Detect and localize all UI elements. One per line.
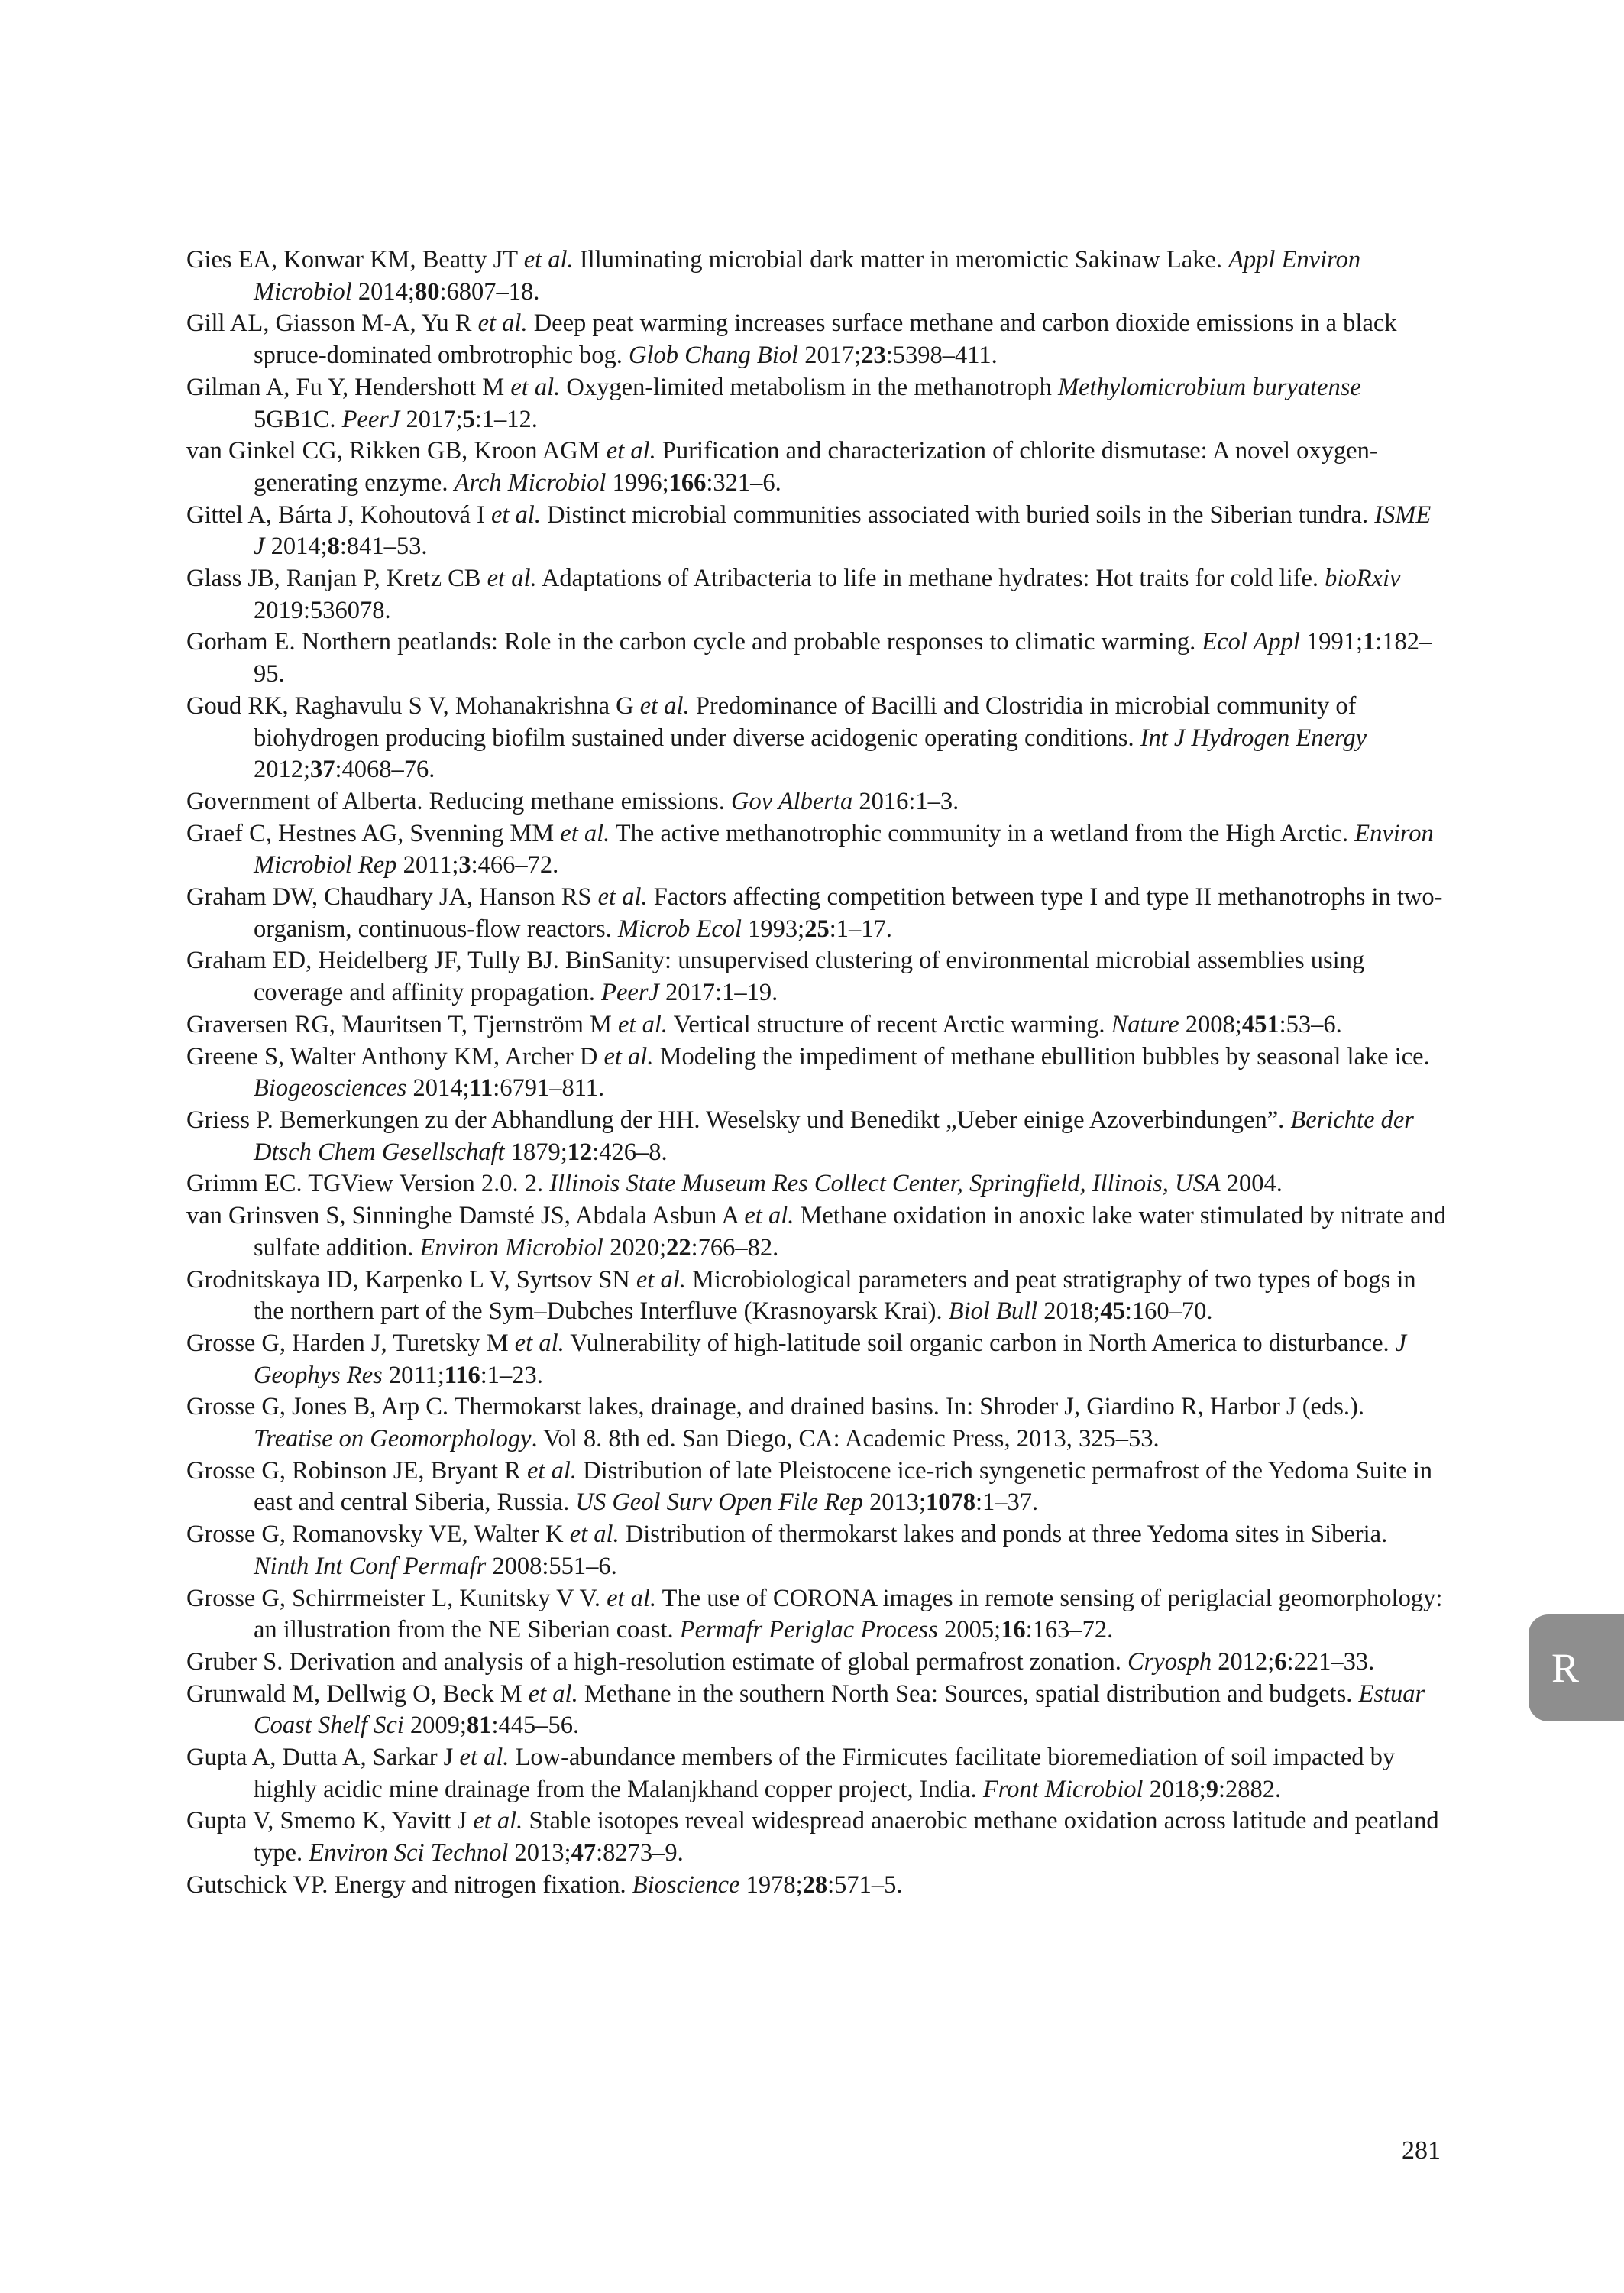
reference-volume: 47 <box>571 1839 597 1867</box>
reference-text: The active methanotrophic community in a wetland from the High Arctic. <box>610 819 1355 847</box>
reference-entry <box>186 1391 1447 1455</box>
reference-entry <box>186 1200 1447 1264</box>
reference-italic-text: et al. <box>514 1329 565 1357</box>
reference-text: Graham ED, Heidelberg JF, Tully BJ. BinSanity: unsupervised clustering of environmental microbial assemblies using coverage and affinity propagation. <box>186 947 1365 1007</box>
reference-text: Low-abundance members of the Firmicutes facilitate bioremediation of soil impacted by highly acidic mine drainage from the Malanjkhand copper project, India. <box>254 1744 1396 1803</box>
reference-text: Gilman A, Fu Y, Hendershott M <box>186 373 511 401</box>
reference-text: Distribution of thermokarst lakes and ponds at three Yedoma sites in Siberia. <box>619 1521 1388 1549</box>
reference-volume: 37 <box>310 756 335 784</box>
reference-text: Stable isotopes reveal widespread anaerobic methane oxidation across latitude and peatland type. <box>254 1807 1439 1867</box>
reference-volume: 23 <box>861 342 886 370</box>
reference-text: 2009; <box>403 1712 467 1740</box>
reference-entry <box>186 627 1447 690</box>
reference-text: 2014; <box>264 533 328 561</box>
reference-italic-text: Biol Bull <box>948 1297 1038 1326</box>
reference-entry <box>186 1679 1447 1742</box>
reference-text: van Ginkel CG, Rikken GB, Kroon AGM <box>186 437 607 465</box>
reference-text: :571–5. <box>827 1870 903 1899</box>
reference-italic-text: et al. <box>597 883 648 912</box>
reference-volume: 45 <box>1100 1297 1125 1326</box>
reference-text: 2017; <box>400 405 463 433</box>
reference-italic-text: et al. <box>459 1744 510 1772</box>
reference-text: Modeling the impediment of methane ebullition bubbles by seasonal lake ice. <box>653 1042 1430 1070</box>
reference-volume: 6 <box>1274 1647 1287 1676</box>
reference-text: Gorham E. Northern peatlands: Role in the carbon cycle and probable responses to climatic warming. <box>186 628 1202 656</box>
section-tab: R <box>1529 1614 1624 1721</box>
reference-italic-text: PeerJ <box>601 979 659 1007</box>
reference-text: 2017:1–19. <box>658 979 778 1007</box>
reference-italic-text: et al. <box>510 373 561 401</box>
reference-text: Glass JB, Ranjan P, Kretz CB <box>186 565 487 593</box>
reference-entry <box>186 1041 1447 1105</box>
reference-italic-text: et al. <box>490 500 541 529</box>
reference-text: Grunwald M, Dellwig O, Beck M <box>186 1679 529 1708</box>
reference-text: Methane in the southern North Sea: Sources, spatial distribution and budgets. <box>577 1679 1359 1708</box>
reference-text: Gill AL, Giasson M-A, Yu R <box>186 309 478 338</box>
reference-volume: 81 <box>466 1712 492 1740</box>
reference-text: Grosse G, Jones B, Arp C. Thermokarst lakes, drainage, and drained basins. In: Shroder J, Giardino R, Harbor J (eds.). <box>186 1393 1364 1421</box>
reference-text: 2018; <box>1037 1297 1101 1326</box>
reference-italic-text: Appl Environ Microbiol <box>254 246 1361 306</box>
reference-text: Greene S, Walter Anthony KM, Archer D <box>186 1042 604 1070</box>
reference-text: 5GB1C. <box>254 405 342 433</box>
reference-text: 2016:1–3. <box>852 787 959 815</box>
reference-text: Vulnerability of high-latitude soil organic carbon in North America to disturbance. <box>564 1329 1396 1357</box>
reference-volume: 116 <box>444 1361 480 1389</box>
reference-volume: 1 <box>1363 628 1376 656</box>
reference-text: Adaptations of Atribacteria to life in methane hydrates: Hot traits for cold life. <box>536 565 1325 593</box>
reference-italic-text: Environ Sci Technol <box>309 1839 509 1867</box>
reference-italic-text: Methylomicrobium buryatense <box>1057 373 1361 401</box>
reference-italic-text: et al. <box>606 437 656 465</box>
reference-text: Gupta V, Smemo K, Yavitt J <box>186 1807 474 1835</box>
reference-italic-text: et al. <box>744 1202 794 1230</box>
reference-text: :426–8. <box>592 1138 668 1166</box>
reference-volume: 25 <box>804 915 830 943</box>
reference-text: Grosse G, Romanovsky VE, Walter K <box>186 1521 570 1549</box>
reference-volume: 5 <box>462 405 475 433</box>
reference-entry <box>186 1009 1447 1041</box>
reference-italic-text: Int J Hydrogen Energy <box>1140 724 1367 752</box>
reference-text: :766–82. <box>691 1233 779 1261</box>
reference-text: Griess P. Bemerkungen zu der Abhandlung der HH. Weselsky und Benedikt „Ueber einige Azoverbindungen”. <box>186 1106 1291 1134</box>
reference-text: 2008:551–6. <box>486 1552 617 1580</box>
reference-text: Distinct microbial communities associated with buried soils in the Siberian tundra. <box>540 500 1375 529</box>
reference-entry <box>186 1456 1447 1519</box>
reference-text: 2017; <box>798 342 862 370</box>
reference-italic-text: Estuar Coast Shelf Sci <box>254 1679 1425 1740</box>
reference-list <box>186 245 1447 1902</box>
reference-italic-text: Biogeosciences <box>254 1074 407 1103</box>
reference-text: :4068–76. <box>335 756 435 784</box>
reference-volume: 3 <box>458 851 471 879</box>
reference-text: :163–72. <box>1025 1616 1114 1644</box>
reference-text: :321–6. <box>706 468 781 497</box>
reference-entry <box>186 1519 1447 1582</box>
reference-entry <box>186 372 1447 436</box>
reference-text: Graham DW, Chaudhary JA, Hanson RS <box>186 883 598 912</box>
reference-text: Illuminating microbial dark matter in meromictic Sakinaw Lake. <box>573 246 1229 274</box>
reference-text: 1993; <box>742 915 805 943</box>
reference-entry <box>186 1742 1447 1806</box>
reference-entry <box>186 308 1447 371</box>
reference-italic-text: Illinois State Museum Res Collect Center, Springfield, Illinois, USA <box>549 1170 1221 1198</box>
reference-italic-text: et al. <box>526 1456 577 1485</box>
reference-text: 2005; <box>937 1616 1001 1644</box>
reference-text: :8273–9. <box>596 1839 684 1867</box>
reference-text: :6791–811. <box>493 1074 605 1103</box>
reference-text: 2011; <box>396 851 459 879</box>
reference-text: Graversen RG, Mauritsen T, Tjernström M <box>186 1010 619 1038</box>
reference-italic-text: Nature <box>1111 1010 1179 1038</box>
reference-italic-text: J Geophys Res <box>254 1329 1407 1389</box>
reference-entry <box>186 786 1447 818</box>
reference-italic-text: bioRxiv <box>1325 565 1401 593</box>
reference-text: Grimm EC. TGView Version 2.0. 2. <box>186 1170 550 1198</box>
reference-entry <box>186 1328 1447 1391</box>
reference-text: Distribution of late Pleistocene ice-rich syngenetic permafrost of the Yedoma Suite in east and central Siberia, Russia. <box>254 1456 1433 1517</box>
reference-italic-text: Ecol Appl <box>1202 628 1300 656</box>
reference-italic-text: Treatise on Geomorphology <box>254 1425 532 1453</box>
reference-text: 2014; <box>351 277 415 306</box>
reference-text: Vertical structure of recent Arctic warming. <box>668 1010 1111 1038</box>
reference-text: :466–72. <box>471 851 559 879</box>
reference-entry <box>186 1870 1447 1902</box>
reference-text: :1–17. <box>829 915 892 943</box>
reference-italic-text: et al. <box>603 1042 654 1070</box>
reference-entry <box>186 1265 1447 1328</box>
reference-italic-text: et al. <box>477 309 528 338</box>
reference-text: Graef C, Hestnes AG, Svenning MM <box>186 819 561 847</box>
reference-entry <box>186 882 1447 945</box>
reference-text: :182–95. <box>254 628 1432 688</box>
reference-text: 1978; <box>739 1870 803 1899</box>
reference-entry <box>186 245 1447 308</box>
reference-text: Purification and characterization of chlorite dismutase: A novel oxygen-generating enzyme. <box>254 437 1378 497</box>
reference-italic-text: et al. <box>618 1010 668 1038</box>
reference-text: 2013; <box>862 1488 926 1517</box>
reference-italic-text: et al. <box>607 1584 657 1612</box>
reference-text: 2004. <box>1220 1170 1283 1198</box>
reference-entry <box>186 818 1447 882</box>
reference-italic-text: et al. <box>473 1807 523 1835</box>
reference-volume: 166 <box>668 468 707 497</box>
reference-text: . Vol 8. 8th ed. San Diego, CA: Academic Press, 2013, 325–53. <box>531 1425 1160 1453</box>
reference-text: 2014; <box>406 1074 470 1103</box>
reference-italic-text: Bioscience <box>632 1870 740 1899</box>
reference-text: 2013; <box>508 1839 571 1867</box>
reference-text: Grosse G, Robinson JE, Bryant R <box>186 1456 527 1485</box>
reference-text: 2018; <box>1143 1775 1206 1803</box>
reference-text: 2012; <box>254 756 311 784</box>
reference-italic-text: et al. <box>523 246 574 274</box>
reference-volume: 1078 <box>925 1488 975 1517</box>
reference-italic-text: et al. <box>569 1521 620 1549</box>
reference-entry <box>186 1583 1447 1647</box>
reference-entry <box>186 691 1447 786</box>
reference-entry <box>186 563 1447 627</box>
reference-text: :6807–18. <box>439 277 540 306</box>
reference-text: The use of CORONA images in remote sensing of periglacial geomorphology: an illustration from the NE Siberian coast. <box>254 1584 1443 1644</box>
reference-italic-text: Microb Ecol <box>617 915 742 943</box>
reference-italic-text: Front Microbiol <box>982 1775 1144 1803</box>
reference-volume: 8 <box>327 533 340 561</box>
reference-volume: 22 <box>666 1233 691 1261</box>
reference-entry <box>186 1647 1447 1679</box>
reference-text: van Grinsven S, Sinninghe Damsté JS, Abdala Asbun A <box>186 1202 745 1230</box>
reference-text: 2011; <box>382 1361 445 1389</box>
reference-text: Predominance of Bacilli and Clostridia in microbial community of biohydrogen producing biofilm sustained under diverse acidogenic operating conditions. <box>254 691 1357 752</box>
reference-volume: 9 <box>1205 1775 1218 1803</box>
reference-text: Gruber S. Derivation and analysis of a high-resolution estimate of global permafrost zonation. <box>186 1647 1127 1676</box>
reference-entry <box>186 1806 1447 1869</box>
reference-italic-text: Cryosph <box>1127 1647 1212 1676</box>
reference-volume: 11 <box>469 1074 493 1103</box>
reference-italic-text: Arch Microbiol <box>454 468 607 497</box>
page-number: 281 <box>1402 2136 1441 2165</box>
reference-italic-text: Environ Microbiol Rep <box>254 819 1434 879</box>
reference-text: Grosse G, Schirrmeister L, Kunitsky V V. <box>186 1584 607 1612</box>
reference-text: Gupta A, Dutta A, Sarkar J <box>186 1744 460 1772</box>
reference-text: :1–37. <box>975 1488 1039 1517</box>
reference-text: 2012; <box>1212 1647 1275 1676</box>
reference-text: Microbiological parameters and peat stratigraphy of two types of bogs in the northern part of the Sym–Dubches Interfluve (Krasnoyarsk Krai). <box>254 1265 1416 1326</box>
reference-text: 1879; <box>504 1138 568 1166</box>
reference-text: Oxygen-limited metabolism in the methanotroph <box>560 373 1058 401</box>
reference-italic-text: et al. <box>636 1265 686 1294</box>
reference-text: :2882. <box>1218 1775 1282 1803</box>
reference-text: :160–70. <box>1124 1297 1213 1326</box>
reference-text: :1–12. <box>474 405 538 433</box>
reference-entry <box>186 500 1447 563</box>
reference-italic-text: et al. <box>528 1679 578 1708</box>
reference-text: Factors affecting competition between type I and type II methanotrophs in two-organism, continuous-flow reactors. <box>254 883 1443 943</box>
reference-entry <box>186 1105 1447 1168</box>
reference-text: 2008; <box>1179 1010 1242 1038</box>
reference-italic-text: Berichte der Dtsch Chem Gesellschaft <box>254 1106 1414 1166</box>
reference-text: Grosse G, Harden J, Turetsky M <box>186 1329 515 1357</box>
reference-italic-text: Environ Microbiol <box>419 1233 603 1261</box>
reference-text: Gies EA, Konwar KM, Beatty JT <box>186 246 524 274</box>
reference-text: :221–33. <box>1286 1647 1375 1676</box>
reference-italic-text: Gov Alberta <box>731 787 853 815</box>
reference-text: :53–6. <box>1279 1010 1342 1038</box>
reference-italic-text: et al. <box>639 691 690 720</box>
reference-italic-text: et al. <box>487 565 537 593</box>
reference-entry <box>186 945 1447 1009</box>
reference-volume: 28 <box>802 1870 828 1899</box>
reference-text: 1996; <box>606 468 669 497</box>
reference-volume: 16 <box>1001 1616 1026 1644</box>
reference-text: Gutschick VP. Energy and nitrogen fixation. <box>186 1870 632 1899</box>
reference-italic-text: et al. <box>560 819 610 847</box>
reference-text: Methane oxidation in anoxic lake water stimulated by nitrate and sulfate addition. <box>254 1202 1447 1261</box>
reference-text: :5398–411. <box>885 342 998 370</box>
reference-text: Grodnitskaya ID, Karpenko L V, Syrtsov SN <box>186 1265 636 1294</box>
reference-text: 2020; <box>603 1233 667 1261</box>
reference-text: :445–56. <box>491 1712 580 1740</box>
reference-text: Gittel A, Bárta J, Kohoutová I <box>186 500 491 529</box>
reference-italic-text: Glob Chang Biol <box>629 342 799 370</box>
reference-text: Government of Alberta. Reducing methane emissions. <box>186 787 732 815</box>
reference-volume: 80 <box>414 277 440 306</box>
reference-text: 1991; <box>1299 628 1364 656</box>
reference-italic-text: Permafr Periglac Process <box>679 1616 938 1644</box>
reference-italic-text: PeerJ <box>341 405 400 433</box>
reference-volume: 12 <box>567 1138 593 1166</box>
reference-text: 2019:536078. <box>254 596 391 624</box>
reference-text: Goud RK, Raghavulu S V, Mohanakrishna G <box>186 691 640 720</box>
reference-text: Deep peat warming increases surface methane and carbon dioxide emissions in a black spruce-dominated ombrotrophic bog. <box>254 309 1397 370</box>
reference-entry <box>186 436 1447 499</box>
reference-text: :841–53. <box>339 533 428 561</box>
reference-italic-text: US Geol Surv Open File Rep <box>575 1488 863 1517</box>
reference-volume: 451 <box>1241 1010 1279 1038</box>
reference-entry <box>186 1168 1447 1200</box>
reference-text: :1–23. <box>480 1361 543 1389</box>
reference-italic-text: Ninth Int Conf Permafr <box>254 1552 487 1580</box>
reference-italic-text: ISME J <box>254 500 1432 561</box>
